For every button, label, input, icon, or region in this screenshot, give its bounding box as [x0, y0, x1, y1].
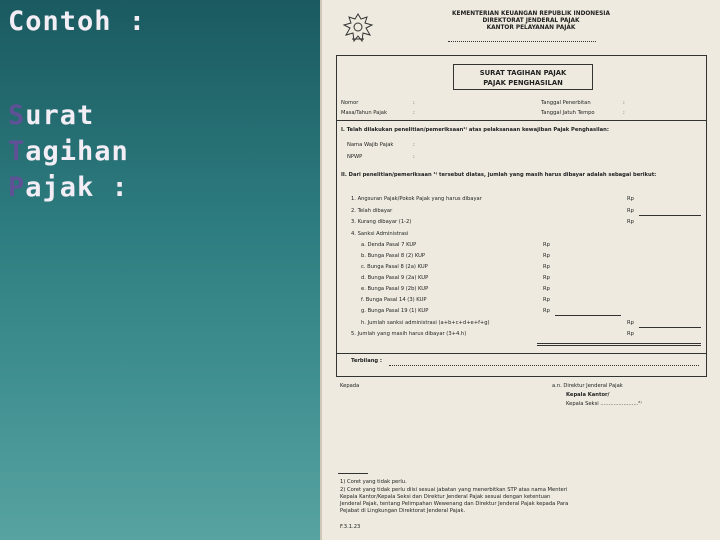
form-title-line-1: SURAT TAGIHAN PAJAK [479, 69, 567, 77]
sub-item-c: c. Bunga Pasal 8 (2a) KUP [361, 264, 428, 270]
header-line-1: KEMENTERIAN KEUANGAN REPUBLIK INDONESIA [452, 11, 610, 17]
ministry-header [448, 11, 614, 32]
colon: : [413, 154, 415, 160]
form-title [453, 64, 593, 90]
kepala-seksi: Kepala Seksi .......................²⁾ [566, 401, 642, 407]
subtitle-line-1 [8, 98, 129, 134]
rp-label: Rp [543, 275, 550, 281]
sub-item-d: d. Bunga Pasal 9 (2a) KUP [361, 275, 429, 281]
tanggal-penerbitan-label: Tanggal Penerbitan [541, 100, 591, 106]
rp-label: Rp [543, 308, 550, 314]
divider [337, 353, 706, 354]
kepala-kantor: Kepala Kantor/ [566, 392, 610, 398]
garuda-emblem-icon [340, 11, 376, 45]
sub-item-h: h. Jumlah sanksi administrasi (a+b+c+d+e+f+g) [361, 320, 490, 326]
colon: : [623, 100, 625, 106]
note-2-cont: Jenderal Pajak, tentang Pelimpahan Wewenang dan Direktur Jenderal Pajak kepada Para [340, 501, 569, 507]
item-2: 2. Telah dibayar [351, 208, 393, 214]
rp-label: Rp [627, 196, 634, 202]
item-5: 5. Jumlah yang masih harus dibayar (3+4.h) [351, 331, 467, 337]
item-4: 4. Sanksi Administrasi [351, 231, 409, 237]
word-rest: ajak : [25, 172, 129, 203]
divider [337, 120, 706, 121]
header-line-2: DIREKTORAT JENDERAL PAJAK [482, 18, 580, 24]
rp-label: Rp [543, 242, 550, 248]
initial-letter: T [8, 136, 26, 167]
initial-letter: P [8, 172, 26, 203]
total-line [537, 345, 701, 346]
an-direktur: a.n. Direktur Jenderal Pajak [552, 383, 623, 389]
underline [639, 215, 701, 216]
colon: : [413, 100, 415, 106]
colon: : [623, 110, 625, 116]
slide-subtitle [8, 98, 129, 206]
note-2: 2) Coret yang tidak perlu diisi sesuai jabatan yang menerbitkan STP atas nama Menteri [340, 487, 568, 493]
form-code: F.3.1.23 [340, 524, 361, 530]
office-name-line [448, 41, 596, 42]
slide-title: Contoh : [8, 6, 147, 37]
tanggal-jatuh-tempo-label: Tanggal Jatuh Tempo [541, 110, 595, 116]
form-box [336, 55, 707, 377]
rp-label: Rp [627, 331, 634, 337]
kepada-label: Kepada [340, 383, 360, 389]
section-2-text: II. Dari penelitian/pemeriksaan ¹⁾ tersebut diatas, jumlah yang masih harus dibayar adalah sebagai berikut: [341, 172, 657, 178]
initial-letter: S [8, 100, 26, 131]
document-image [320, 0, 720, 540]
nama-wp-label: Nama Wajib Pajak [347, 142, 394, 148]
underline [639, 327, 701, 328]
subtitle-line-2 [8, 134, 129, 170]
section-1-text: I. Telah dilakukan penelitian/pemeriksaan¹⁾ atas pelaksanaan kewajiban Pajak Penghasilan: [341, 127, 609, 133]
sub-item-f: f. Bunga Pasal 14 (3) KUP [361, 297, 427, 303]
word-rest: urat [25, 100, 95, 131]
rp-label: Rp [543, 253, 550, 259]
sub-item-g: g. Bunga Pasal 19 (1) KUP [361, 308, 429, 314]
tax-bill-form [330, 3, 711, 540]
item-3: 3. Kurang dibayar (1-2) [351, 219, 412, 225]
colon: : [413, 142, 415, 148]
subtitle-line-3 [8, 170, 129, 206]
rp-label: Rp [627, 208, 634, 214]
masa-label: Masa/Tahun Pajak [341, 110, 387, 116]
word-rest: agihan [25, 136, 129, 167]
notes-divider [338, 473, 368, 474]
item-1: 1. Angsuran Pajak/Pokok Pajak yang harus dibayar [351, 196, 482, 202]
rp-label: Rp [627, 219, 634, 225]
sub-item-e: e. Bunga Pasal 9 (2b) KUP [361, 286, 429, 292]
total-line [537, 343, 701, 344]
sub-item-a: a. Denda Pasal 7 KUP [361, 242, 417, 248]
rp-label: Rp [543, 264, 550, 270]
note-1: 1) Coret yang tidak perlu. [340, 479, 407, 485]
rp-label: Rp [543, 297, 550, 303]
npwp-label: NPWP [347, 154, 363, 160]
underline [555, 315, 621, 316]
nomor-label: Nomor [341, 100, 359, 106]
terbilang-label: Terbilang : [351, 358, 382, 364]
rp-label: Rp [627, 320, 634, 326]
note-2-cont: Kepala Kantor/Kepala Seksi dan Direktur Jenderal Pajak sesuai dengan ketentuan [340, 494, 551, 500]
rp-label: Rp [543, 286, 550, 292]
terbilang-line [389, 365, 699, 366]
form-title-line-2: PAJAK PENGHASILAN [483, 79, 563, 87]
sub-item-b: b. Bunga Pasal 8 (2) KUP [361, 253, 426, 259]
note-2-cont: Pejabat di Lingkungan Direktorat Jenderal Pajak. [340, 508, 466, 514]
colon: : [413, 110, 415, 116]
header-line-3: KANTOR PELAYANAN PAJAK [486, 25, 576, 31]
